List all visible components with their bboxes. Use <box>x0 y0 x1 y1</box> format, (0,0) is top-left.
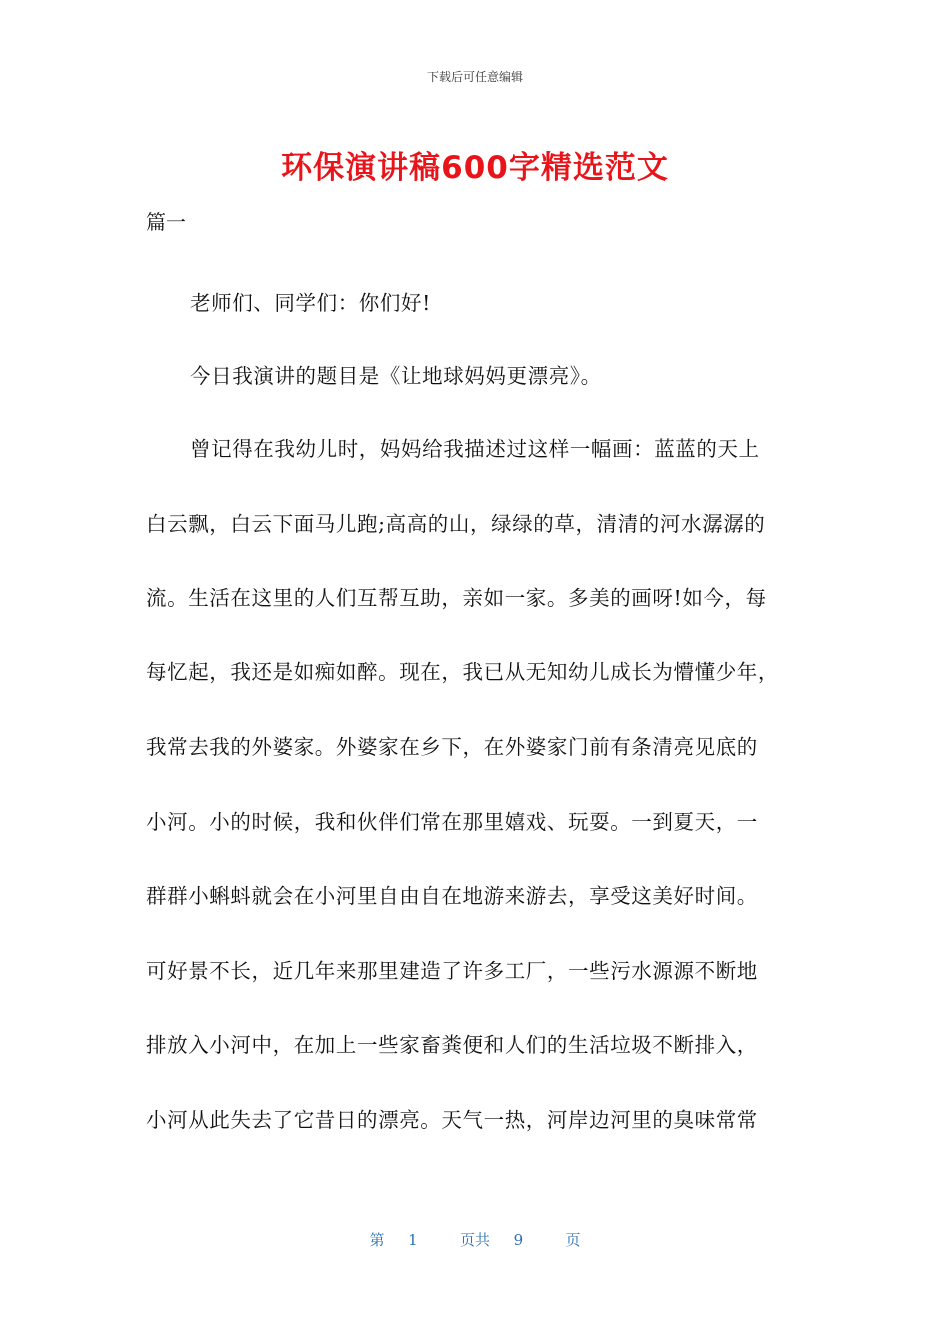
footer-page-total: 9 <box>513 1231 524 1249</box>
page-footer <box>0 1229 950 1250</box>
paragraph-line: 我常去我的外婆家。外婆家在乡下，在外婆家门前有条清亮见底的 <box>146 735 758 759</box>
section-label: 篇一 <box>146 210 186 234</box>
paragraph-line: 白云飘，白云下面马儿跑;高高的山，绿绿的草，清清的河水潺潺的 <box>146 512 766 536</box>
paragraph-line: 每忆起，我还是如痴如醉。现在，我已从无知幼儿成长为懵懂少年， <box>146 660 779 684</box>
paragraph-line: 老师们、同学们：你们好! <box>190 291 431 315</box>
paragraph-line: 流。生活在这里的人们互帮互助，亲如一家。多美的画呀!如今，每 <box>146 586 767 610</box>
paragraph-line: 可好景不长，近几年来那里建造了许多工厂，一些污水源源不断地 <box>146 959 758 983</box>
header-note: 下载后可任意编辑 <box>426 70 523 84</box>
paragraph-line: 小河从此失去了它昔日的漂亮。天气一热，河岸边河里的臭味常常 <box>146 1108 758 1132</box>
footer-page-suffix: 页 <box>565 1231 581 1249</box>
paragraph-line: 小河。小的时候，我和伙伴们常在那里嬉戏、玩耍。一到夏天，一 <box>146 810 758 834</box>
paragraph-line: 群群小蝌蚪就会在小河里自由自在地游来游去，享受这美好时间。 <box>146 884 758 908</box>
paragraph-line: 排放入小河中，在加上一些家畜粪便和人们的生活垃圾不断排入， <box>146 1033 758 1057</box>
footer-page-middle: 页共 <box>459 1231 490 1249</box>
footer-page-prefix: 第 <box>369 1231 385 1249</box>
footer-page-number: 1 <box>408 1231 418 1249</box>
paragraph-line: 曾记得在我幼儿时，妈妈给我描述过这样一幅画：蓝蓝的天上 <box>190 437 760 461</box>
document-title: 环保演讲稿600字精选范文 <box>281 150 669 186</box>
paragraph-line: 今日我演讲的题目是《让地球妈妈更漂亮》。 <box>190 364 602 388</box>
